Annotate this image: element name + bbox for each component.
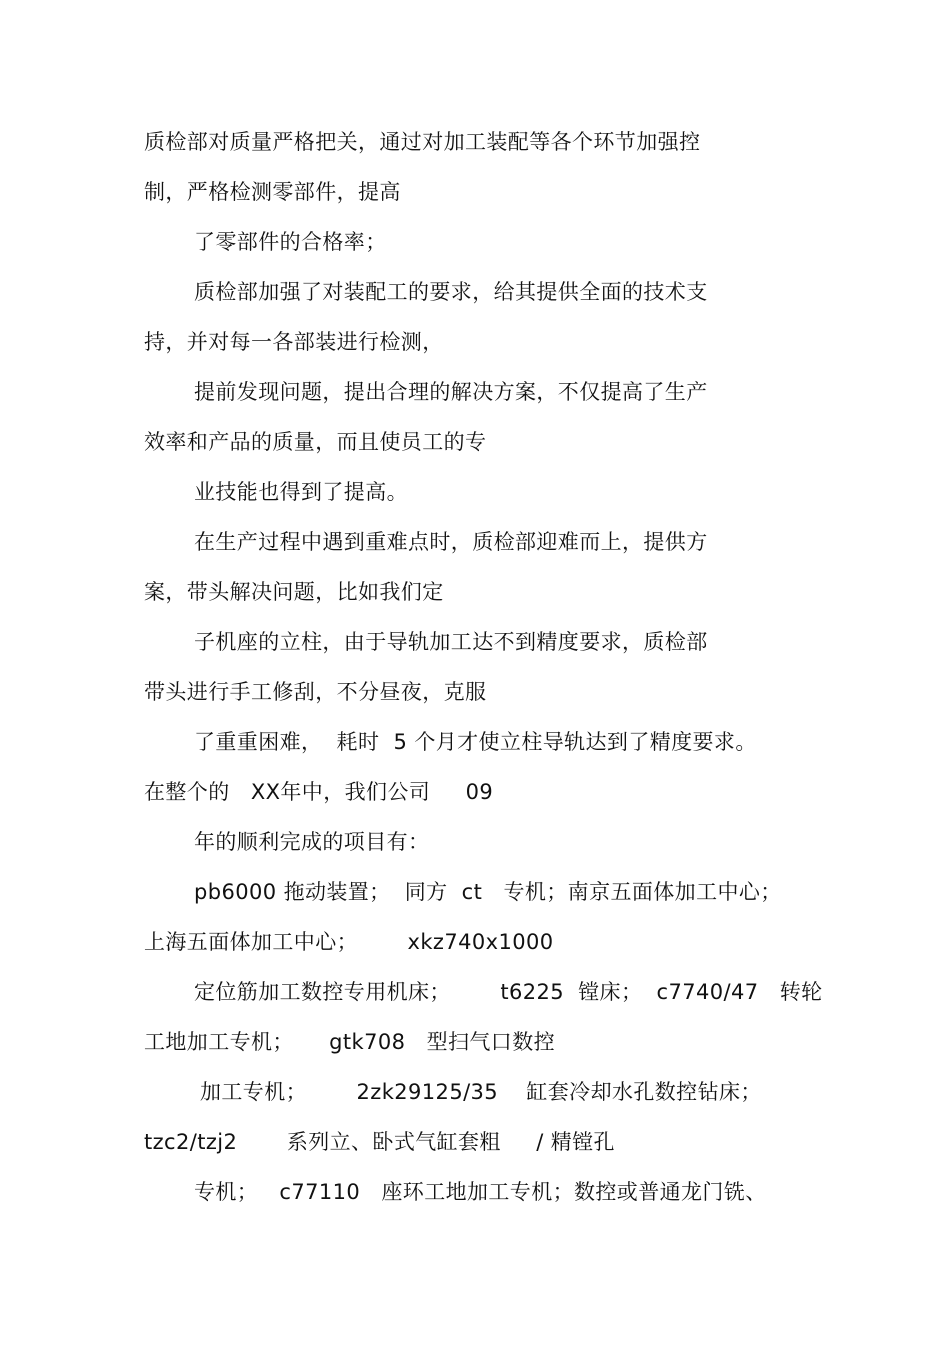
text-line: tzc2/tzj2 系列立、卧式气缸套粗 / 精镗孔 xyxy=(144,1130,615,1154)
text-line: 工地加工专机； gtk708 型扫气口数控 xyxy=(144,1030,556,1054)
text-line: 专机； c77110 座环工地加工专机；数控或普通龙门铣、 xyxy=(194,1180,767,1204)
text-line: 上海五面体加工中心； xkz740x1000 xyxy=(144,930,554,954)
text-line: 子机座的立柱，由于导轨加工达不到精度要求，质检部 xyxy=(194,630,708,654)
text-line: 在整个的 XX年中，我们公司 09 xyxy=(144,780,494,804)
text-line: 加工专机； 2zk29125/35 缸套冷却水孔数控钻床； xyxy=(200,1080,762,1104)
text-line: 提前发现问题，提出合理的解决方案，不仅提高了生产 xyxy=(194,380,708,404)
text-line: 持，并对每一各部装进行检测， xyxy=(144,330,444,354)
text-line: 效率和产品的质量，而且使员工的专 xyxy=(144,430,487,454)
text-line: pb6000 拖动装置； 同方 ct 专机；南京五面体加工中心； xyxy=(194,880,782,904)
text-line: 质检部对质量严格把关，通过对加工装配等各个环节加强控 xyxy=(144,130,701,154)
text-line: 年的顺利完成的项目有： xyxy=(194,830,430,854)
text-line: 了重重困难， 耗时 5 个月才使立柱导轨达到了精度要求。 xyxy=(194,730,757,754)
text-line: 了零部件的合格率； xyxy=(194,230,387,254)
text-line: 带头进行手工修刮，不分昼夜，克服 xyxy=(144,680,487,704)
text-line: 业技能也得到了提高。 xyxy=(194,480,408,504)
text-line: 在生产过程中遇到重难点时，质检部迎难而上，提供方 xyxy=(194,530,708,554)
text-line: 定位筋加工数控专用机床； t6225 镗床； c7740/47 转轮 xyxy=(194,980,823,1004)
text-line: 质检部加强了对装配工的要求，给其提供全面的技术支 xyxy=(194,280,708,304)
text-line: 案，带头解决问题，比如我们定 xyxy=(144,580,444,604)
text-line: 制，严格检测零部件，提高 xyxy=(144,180,401,204)
